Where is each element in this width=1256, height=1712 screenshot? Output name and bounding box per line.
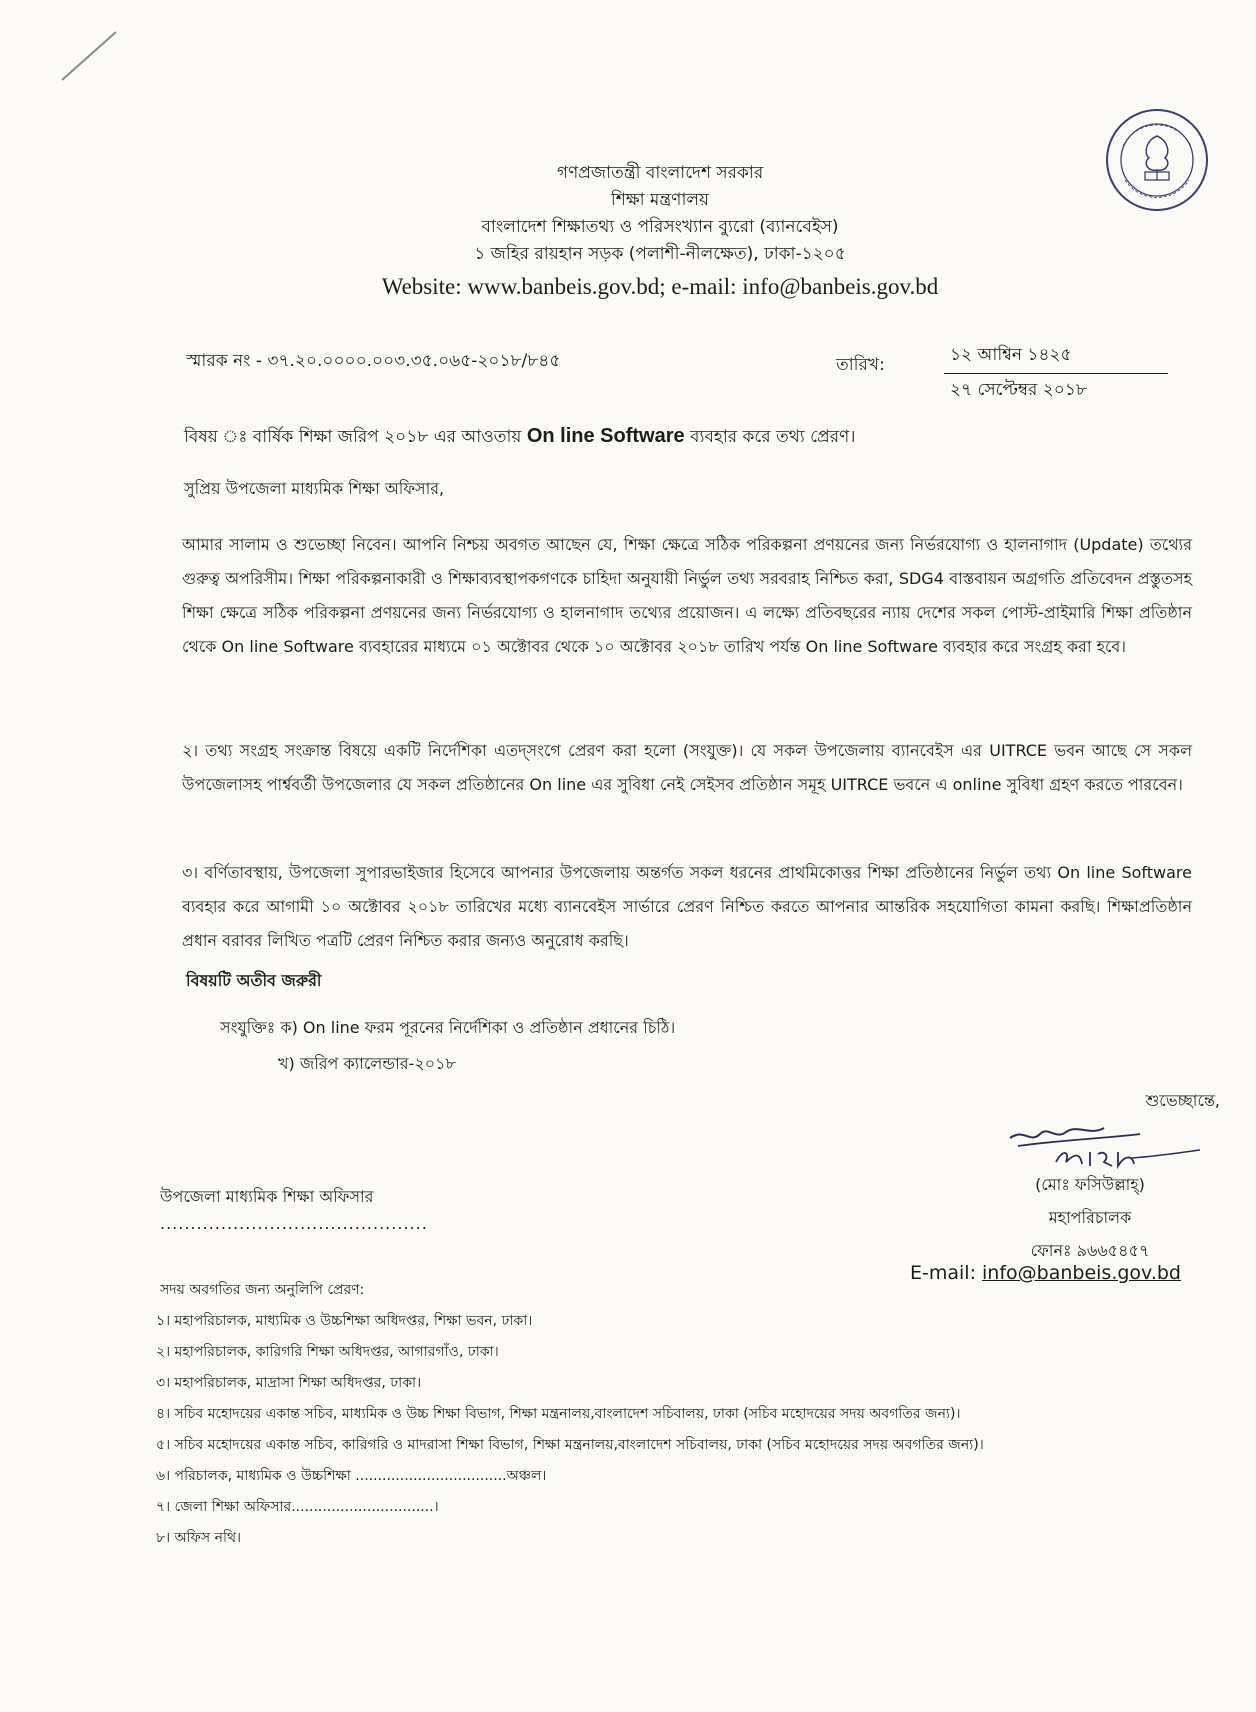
salutation: সুপ্রিয় উপজেলা মাধ্যমিক শিক্ষা অফিসার, [184,479,445,498]
date-bangla: ১২ আশ্বিন ১৪২৫ [944,342,1168,374]
office-seal-stamp [1103,106,1211,214]
signatory-name: (মোঃ ফসিউল্লাহ্) [1035,1175,1145,1194]
subject-software: On line Software [526,425,685,447]
ministry-name: শিক্ষা মন্ত্রণালয় [610,190,710,210]
scan-pen-mark [58,28,120,84]
bureau-name: বাংলাদেশ শিক্ষাতথ্য ও পরিসংখ্যান ব্যুরো (ব্যানবেইস) [481,217,839,237]
paragraph-3: ৩। বর্ণিতাবস্থায়, উপজেলা সুপারভাইজার হিসেবে আপনার উপজেলায় অন্তর্গত সকল ধরনের প্রাথমিকোত্তর শিক্ষা প্রতিষ্ঠানের নির্ভুল তথ্য On line Software ব্যবহার করে আগামী ১০ অক্টোবর ২০১৮ তারিখের মধ্যে ব্যানবেইস সার্ভারে প্রেরণ নিশ্চিত করতে আপনার আন্তরিক সহযোগিতা কামনা করছি। শিক্ষাপ্রতিষ্ঠান প্রধান বরাবর লিখিত পত্রটি প্রেরণ নিশ্চিত করার জন্যও অনুরোধ করছি। [182,863,1192,950]
recipient-dots: ............................................ [160,1214,428,1233]
urgent-note: বিষয়টি অতীব জরুরী [186,971,322,990]
cc-item: ১। মহাপরিচালক, মাধ্যমিক ও উচ্চশিক্ষা অধিদপ্তর, শিক্ষা ভবন, ঢাকা। [156,1313,533,1329]
date-block [944,342,1168,405]
date-english: ২৭ সেপ্টেম্বর ২০১৮ [950,380,1087,400]
govt-name: গণপ্রজাতন্ত্রী বাংলাদেশ সরকার [556,163,764,183]
bureau-address: ১ জহির রায়হান সড়ক (পলাশী-নীলক্ষেত), ঢাকা-১২০৫ [474,244,846,264]
closing-greeting: শুভেচ্ছান্তে, [1145,1091,1220,1110]
cc-list [156,1306,1196,1554]
paragraph-1: আমার সালাম ও শুভেচ্ছা নিবেন। আপনি নিশ্চয় অবগত আছেন যে, শিক্ষা ক্ষেত্রে সঠিক পরিকল্পনা প্রণয়নের জন্য নির্ভরযোগ্য ও হালনাগাদ (Update) তথ্যের গুরুত্ব অপরিসীম। শিক্ষা পরিকল্পনাকারী ও শিক্ষাব্যবস্থাপকগণকে চাহিদা অনুযায়ী নির্ভুল তথ্য সরবরাহ নিশ্চিত করা, SDG4 বাস্তবায়ন অগ্রগতি প্রতিবেদন প্রস্তুতসহ শিক্ষা ক্ষেত্রে সঠিক পরিকল্পনা প্রণয়নের জন্য নির্ভরযোগ্য ও হালনাগাদ তথ্যের প্রয়োজন। এ লক্ষ্যে প্রতিবছরের ন্যায় দেশের সকল পোস্ট-প্রাইমারি শিক্ষা প্রতিষ্ঠান থেকে On line Software ব্যবহারের মাধ্যমে ০১ অক্টোবর থেকে ১০ অক্টোবর ২০১৮ তারিখ পর্যন্ত On line Software ব্যবহার করে সংগ্রহ করা হবে। [182,535,1192,656]
signatory-title: মহাপরিচালক [1048,1208,1132,1227]
attachment-b: খ) জরিপ ক্যালেন্ডার-২০১৮ [278,1054,456,1073]
cc-item: ২। মহাপরিচালক, কারিগরি শিক্ষা অধিদপ্তর, আগারগাঁও, ঢাকা। [156,1344,499,1360]
signatory-block [960,1168,1220,1267]
recipient-line: উপজেলা মাধ্যমিক শিক্ষা অফিসার [160,1187,374,1206]
paragraph-2: ২। তথ্য সংগ্রহ সংক্রান্ত বিষয়ে একটি নির্দেশিকা এতদ্‌সংগে প্রেরণ করা হলো (সংযুক্ত)। যে সকল উপজেলায় ব্যানবেইস এর UITRCE ভবন আছে সে সকল উপজেলাসহ পার্শ্ববর্তী উপজেলার যে সকল প্রতিষ্ঠানের On line এর সুবিধা নেই সেইসব প্রতিষ্ঠান সমূহ UITRCE ভবনে এ online সুবিধা গ্রহণ করতে পারবেন। [182,741,1192,794]
subject-line [184,424,855,452]
email-address: info@banbeis.gov.bd [982,1262,1181,1284]
cc-item: ৩। মহাপরিচালক, মাদ্রাসা শিক্ষা অধিদপ্তর, ঢাকা। [156,1375,422,1391]
website-email-line: Website: www.banbeis.gov.bd; e-mail: info@banbeis.gov.bd [381,274,939,299]
cc-item: ৭। জেলা শিক্ষা অফিসার................................। [156,1499,439,1515]
date-label: তারিখ: [836,355,885,375]
cc-item: ৮। অফিস নথি। [156,1530,242,1546]
memo-reference: স্মারক নং - ৩৭.২০.০০০০.০০৩.৩৫.০৬৫-২০১৮/৮৪৫ [186,351,561,371]
email-label: E-mail: [910,1262,983,1284]
letterhead [280,160,1040,304]
cc-heading: সদয় অবগতির জন্য অনুলিপি প্রেরণ: [160,1282,365,1298]
attachments [220,1010,675,1082]
subject-prefix: বিষয় ঃ বার্ষিক শিক্ষা জরিপ ২০১৮ এর আওতায় [184,427,527,447]
attachment-a: সংযুক্তিঃ ক) On line ফরম পূরনের নির্দেশিকা ও প্রতিষ্ঠান প্রধানের চিঠি। [220,1018,676,1037]
signatory-phone: ফোনঃ ৯৬৬৫৪৫৭ [1030,1241,1150,1260]
signatory-email-line [910,1262,1181,1284]
cc-item: ৬। পরিচালক, মাধ্যমিক ও উচ্চশিক্ষা ..................................অঞ্চল। [156,1468,547,1484]
cc-item: ৫। সচিব মহোদয়ের একান্ত সচিব, কারিগরি ও মাদরাসা শিক্ষা বিভাগ, শিক্ষা মন্ত্রনালয়,বাংলাদেশ সচিবালয়, ঢাকা (সচিব মহোদয়ের সদয় অবগতির জন্য)। [156,1437,984,1453]
subject-suffix: ব্যবহার করে তথ্য প্রেরণ। [684,427,856,447]
cc-item: ৪। সচিব মহোদয়ের একান্ত সচিব, মাধ্যমিক ও উচ্চ শিক্ষা বিভাগ, শিক্ষা মন্ত্রনালয়,বাংলাদেশ সচিবালয়, ঢাকা (সচিব মহোদয়ের সদয় অবগতির জন্য)। [156,1406,961,1422]
